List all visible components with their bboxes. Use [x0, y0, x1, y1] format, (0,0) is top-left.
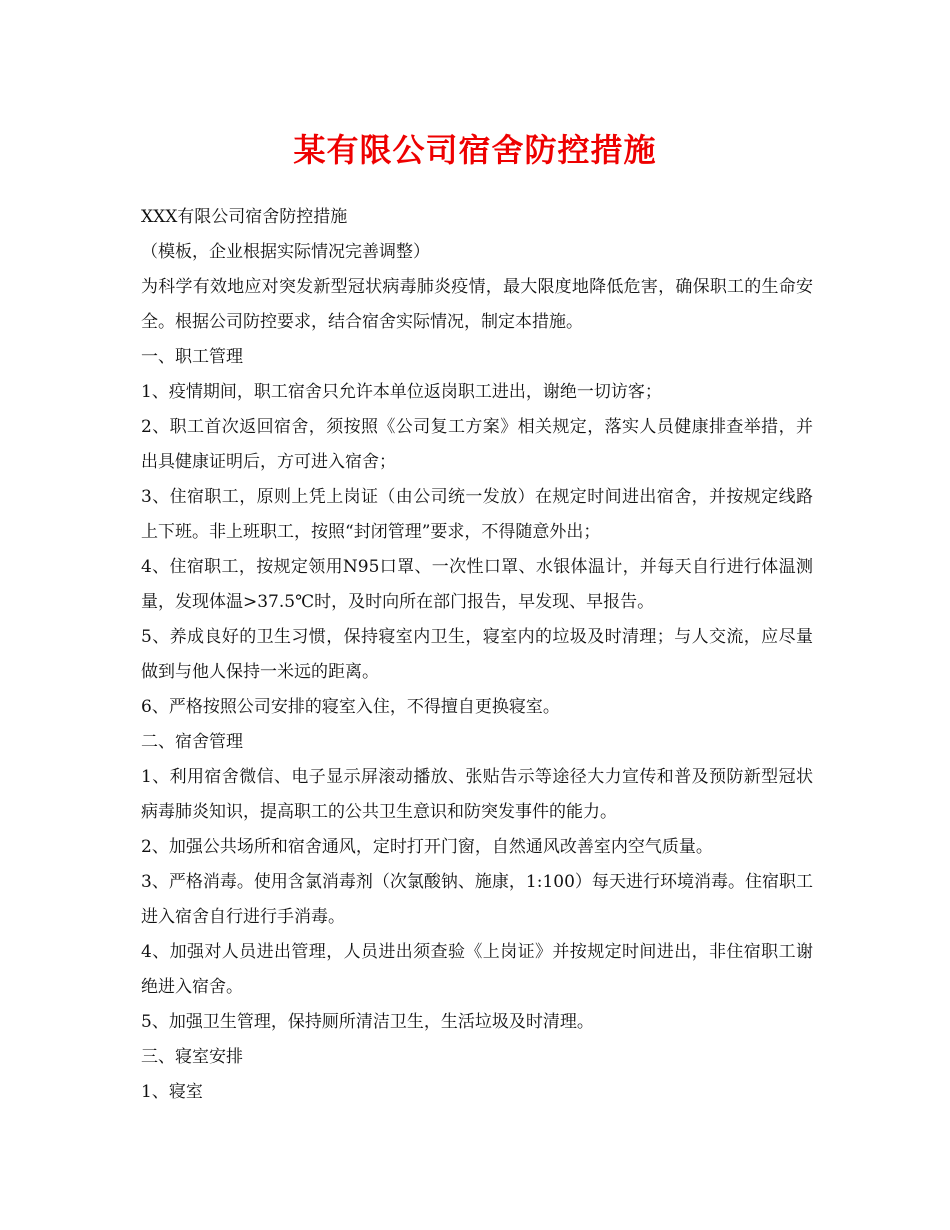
dorm-item-2: 2、加强公共场所和宿舍通风，定时打开门窗，自然通风改善室内空气质量。	[141, 837, 713, 857]
document-body	[141, 200, 813, 1110]
intro-paragraph: 为科学有效地应对突发新型冠状病毒肺炎疫情，最大限度地降低危害，确保职工的生命安全。根据公司防控要求，结合宿舍实际情况，制定本措施。	[141, 277, 813, 332]
document-title: 某有限公司宿舍防控措施	[293, 131, 657, 169]
dorm-item-5: 5、加强卫生管理，保持厕所清洁卫生，生活垃圾及时清理。	[141, 1012, 594, 1032]
dorm-item-3: 3、严格消毒。使用含氯消毒剂（次氯酸钠、施康，1:100）每天进行环境消毒。住宿职工进入宿舍自行进行手消毒。	[141, 872, 813, 927]
section-heading-dorm: 二、宿舍管理	[141, 732, 243, 752]
staff-item-1: 1、疫情期间，职工宿舍只允许本单位返岗职工进出，谢绝一切访客；	[141, 382, 662, 402]
template-note: （模板，企业根据实际情况完善调整）	[141, 242, 430, 262]
staff-item-2: 2、职工首次返回宿舍，须按照《公司复工方案》相关规定，落实人员健康排查举措，并出具健康证明后，方可进入宿舍；	[141, 417, 813, 472]
staff-item-3: 3、住宿职工，原则上凭上岗证（由公司统一发放）在规定时间进出宿舍，并按规定线路上下班。非上班职工，按照“封闭管理”要求，不得随意外出；	[141, 487, 813, 542]
document-subtitle: XXX有限公司宿舍防控措施	[141, 207, 348, 227]
section-heading-rooms: 三、寝室安排	[141, 1047, 243, 1067]
staff-item-6: 6、严格按照公司安排的寝室入住，不得擅自更换寝室。	[141, 697, 560, 717]
dorm-item-1: 1、利用宿舍微信、电子显示屏滚动播放、张贴告示等途径大力宣传和普及预防新型冠状病毒肺炎知识，提高职工的公共卫生意识和防突发事件的能力。	[141, 767, 813, 822]
staff-item-5: 5、养成良好的卫生习惯，保持寝室内卫生，寝室内的垃圾及时清理；与人交流，应尽量做到与他人保持一米远的距离。	[141, 627, 813, 682]
rooms-item-1: 1、寝室	[141, 1082, 203, 1102]
dorm-item-4: 4、加强对人员进出管理，人员进出须查验《上岗证》并按规定时间进出，非住宿职工谢绝进入宿舍。	[141, 942, 813, 997]
section-heading-staff: 一、职工管理	[141, 347, 243, 367]
staff-item-4: 4、住宿职工，按规定领用N95口罩、一次性口罩、水银体温计，并每天自行进行体温测量，发现体温>37.5℃时，及时向所在部门报告，早发现、早报告。	[141, 557, 813, 612]
